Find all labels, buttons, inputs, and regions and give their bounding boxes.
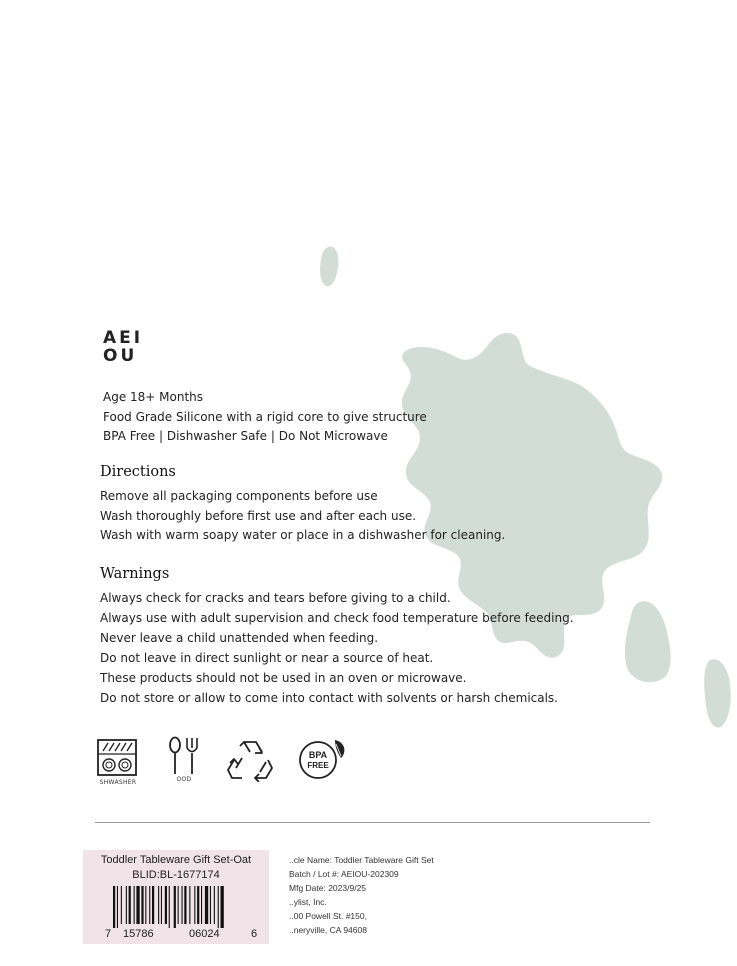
barcode-bar [121,886,122,924]
warning-item: Always check for cracks and tears before giving to a child. [100,591,451,605]
warnings-heading: Warnings [100,566,170,582]
food-safe-caption: OOD [176,776,192,783]
divider [95,822,650,823]
dishwasher-caption: SHWASHER [99,779,137,786]
info-line: Age 18+ Months [103,390,204,404]
bpa-label: BPA [308,750,328,760]
barcode-bar [145,886,146,924]
barcode-digits-left: 15786 [123,928,154,940]
barcode-bar [161,886,162,924]
blob-right-1 [625,601,671,682]
blob-small-top [320,247,338,287]
barcode-bar [158,886,159,924]
meta-line: ..ylist, Inc. [289,897,327,907]
blob-right-2 [704,659,731,727]
directions-heading: Directions [100,464,176,480]
brand-logo [103,329,143,365]
barcode-bar [201,886,202,924]
barcode-bar [149,886,150,924]
barcode-bar [221,886,224,928]
barcode-digit-lead: 7 [105,928,112,940]
barcode-digit-check: 6 [251,928,258,940]
warning-item: These products should not be used in an oven or microwave. [100,671,467,685]
barcode-bar [126,886,127,924]
warning-item: Do not leave in direct sunlight or near a source of heat. [100,651,434,665]
directions-list [100,487,505,546]
warning-item: Never leave a child unattended when feeding. [100,631,379,645]
meta-line: Batch / Lot #: AEIOU-202309 [289,869,399,879]
barcode-bar [178,886,179,924]
meta-line: ..00 Powell St. #150, [289,911,367,921]
sticker-title: Toddler Tableware Gift Set-Oat [100,854,252,866]
warning-item: Always use with adult supervision and check food temperature before feeding. [100,611,574,625]
barcode-bar [184,886,186,924]
dishwasher-safe-icon [96,738,138,778]
sticker-blid: BLID:BL-1677174 [132,869,220,881]
food-safe-icon [164,736,204,776]
barcode-bar [205,886,208,924]
barcode-bar [194,886,195,924]
barcode-digits-right: 06024 [189,928,220,940]
barcode-bar [182,886,183,924]
meta-line: Mfg Date: 2023/9/25 [289,883,367,893]
barcode-bar [218,886,219,928]
info-line: BPA Free | Dishwasher Safe | Do Not Microwave [103,429,388,443]
barcode-bar [174,886,176,928]
barcode-bar [141,886,143,924]
direction-item: Remove all packaging components before use [100,489,378,503]
barcode-bar [113,886,115,928]
direction-item: Wash thoroughly before first use and after each use. [100,508,417,523]
warnings-list [100,588,574,708]
meta-line: ..neryville, CA 94608 [289,925,367,935]
barcode-bar [129,886,131,924]
recycle-icon [226,738,274,782]
product-sticker [83,850,269,944]
meta-line: ..cle Name: Toddler Tableware Gift Set [289,855,434,865]
logo-line-2: OU [103,346,138,366]
barcode-bar [117,886,118,928]
barcode-bar [152,886,154,924]
barcode-bar [214,886,215,924]
barcode-bar [210,886,211,924]
barcode-bar [169,886,170,928]
barcode-bar [165,886,167,924]
direction-item: Wash with warm soapy water or place in a dishwasher for cleaning. [100,528,506,542]
logo-line-1: AEI [103,328,144,348]
barcode-bar [136,886,139,924]
barcode-bar [134,886,135,924]
info-line: Food Grade Silicone with a rigid core to give structure [103,409,427,424]
bpa-free-icon [297,738,349,782]
barcode-bar [197,886,199,924]
free-label: FREE [307,761,329,770]
barcode-bar [189,886,190,924]
manufacturer-info [289,853,434,937]
barcode [113,886,261,928]
warning-item: Do not store or allow to come into contact with solvents or harsh chemicals. [100,691,558,705]
product-info [103,388,427,447]
